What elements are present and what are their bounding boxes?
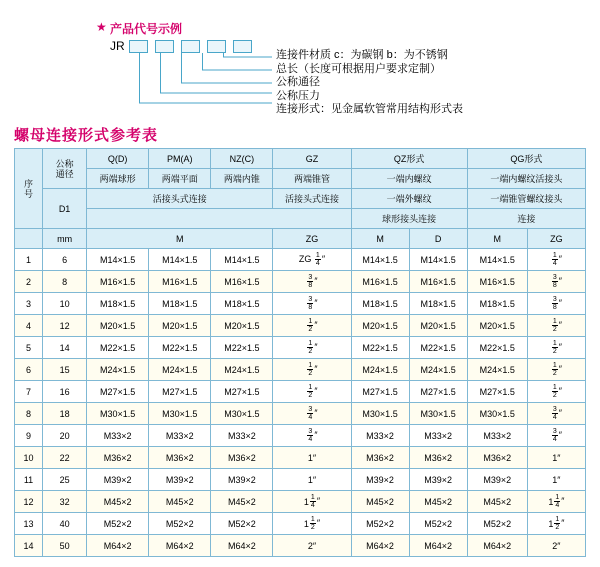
table-row [15, 315, 586, 337]
row-gz-zg: $\frac{3}{8}$ ″ [273, 293, 351, 315]
header-qz-ball: 球形接头连接 [351, 209, 467, 229]
row-nzc-m: M24×1.5 [211, 359, 273, 381]
table-header-row-3 [15, 189, 586, 209]
row-sn: 4 [15, 315, 43, 337]
legend-title: 产品代号示例 [110, 22, 183, 36]
row-gz-zg: 2″ [273, 535, 351, 557]
row-gz-zg: 1″ [273, 469, 351, 491]
row-qg-zg: $\frac{3}{4}$ ″ [527, 425, 585, 447]
table-row [15, 491, 586, 513]
row-qg-zg: 1 $\frac{1}{2}$ ″ [527, 513, 585, 535]
row-pma-m: M18×1.5 [149, 293, 211, 315]
row-gz-zg: $\frac{1}{2}$ ″ [273, 337, 351, 359]
row-qz-m: M36×2 [351, 447, 409, 469]
row-qd-m: M22×1.5 [87, 337, 149, 359]
row-nzc-m: M22×1.5 [211, 337, 273, 359]
table-row [15, 293, 586, 315]
row-sn: 8 [15, 403, 43, 425]
header-qd-desc: 两端球形 [87, 169, 149, 189]
header-group-qd: Q(D) [87, 149, 149, 169]
row-nzc-m: M33×2 [211, 425, 273, 447]
header-qg-link: 连接 [467, 209, 585, 229]
row-qz-d: M18×1.5 [409, 293, 467, 315]
header-pma-desc: 两端平面 [149, 169, 211, 189]
row-sn: 3 [15, 293, 43, 315]
row-dn: 16 [43, 381, 87, 403]
header-qz-desc: 一端内螺纹 [351, 169, 467, 189]
row-dn: 40 [43, 513, 87, 535]
header-unit-m2: M [351, 229, 409, 249]
row-qg-m: M33×2 [467, 425, 527, 447]
legend-annotation-length: 总长（长度可根据用户要求定制） [276, 62, 441, 75]
row-qg-m: M30×1.5 [467, 403, 527, 425]
row-qz-m: M24×1.5 [351, 359, 409, 381]
row-gz-zg: 1 $\frac{1}{4}$ ″ [273, 491, 351, 513]
row-qd-m: M64×2 [87, 535, 149, 557]
row-qd-m: M36×2 [87, 447, 149, 469]
table-row [15, 271, 586, 293]
row-qd-m: M24×1.5 [87, 359, 149, 381]
row-pma-m: M33×2 [149, 425, 211, 447]
row-qz-d: M45×2 [409, 491, 467, 513]
row-qg-m: M27×1.5 [467, 381, 527, 403]
header-group-nzc: NZ(C) [211, 149, 273, 169]
table-header-row-4 [15, 209, 586, 229]
row-dn: 6 [43, 249, 87, 271]
row-qz-d: M64×2 [409, 535, 467, 557]
table-body [15, 249, 586, 557]
row-qg-m: M36×2 [467, 447, 527, 469]
row-qz-m: M27×1.5 [351, 381, 409, 403]
row-qg-zg: $\frac{1}{2}$ ″ [527, 337, 585, 359]
row-dn: 12 [43, 315, 87, 337]
row-nzc-m: M18×1.5 [211, 293, 273, 315]
row-qd-m: M30×1.5 [87, 403, 149, 425]
row-gz-zg: $\frac{3}{4}$ ″ [273, 403, 351, 425]
header-d1: D1 [43, 189, 87, 229]
row-gz-zg: 1″ [273, 447, 351, 469]
row-sn: 11 [15, 469, 43, 491]
row-qz-d: M30×1.5 [409, 403, 467, 425]
row-qz-d: M33×2 [409, 425, 467, 447]
row-sn: 10 [15, 447, 43, 469]
header-unit-mm: mm [43, 229, 87, 249]
row-pma-m: M39×2 [149, 469, 211, 491]
row-qz-d: M20×1.5 [409, 315, 467, 337]
row-qz-m: M20×1.5 [351, 315, 409, 337]
row-qd-m: M14×1.5 [87, 249, 149, 271]
header-unit-m3: M [467, 229, 527, 249]
row-qd-m: M39×2 [87, 469, 149, 491]
row-sn: 1 [15, 249, 43, 271]
row-gz-zg: $\frac{3}{8}$ ″ [273, 271, 351, 293]
row-sn: 9 [15, 425, 43, 447]
row-pma-m: M16×1.5 [149, 271, 211, 293]
row-dn: 8 [43, 271, 87, 293]
header-qg-connection: 一端锥管螺纹接头 [467, 189, 585, 209]
table-header-units [15, 229, 586, 249]
legend-annotation-pressure: 公称压力 [276, 89, 320, 102]
table-row [15, 249, 586, 271]
header-unit-m: M [87, 229, 273, 249]
row-qg-zg: 1″ [527, 447, 585, 469]
row-qz-d: M39×2 [409, 469, 467, 491]
header-group-qg: QG形式 [467, 149, 585, 169]
row-qd-m: M33×2 [87, 425, 149, 447]
table-row [15, 469, 586, 491]
page-title: 螺母连接形式参考表 [14, 127, 159, 144]
row-qg-zg: $\frac{1}{2}$ ″ [527, 315, 585, 337]
row-qg-m: M18×1.5 [467, 293, 527, 315]
row-qz-m: M14×1.5 [351, 249, 409, 271]
row-qz-m: M52×2 [351, 513, 409, 535]
row-nzc-m: M64×2 [211, 535, 273, 557]
header-group-pma: PM(A) [149, 149, 211, 169]
header-unit-d: D [409, 229, 467, 249]
row-qg-m: M24×1.5 [467, 359, 527, 381]
row-qz-m: M18×1.5 [351, 293, 409, 315]
table-row [15, 403, 586, 425]
header-sn: 序 号 [15, 149, 43, 229]
row-pma-m: M27×1.5 [149, 381, 211, 403]
row-nzc-m: M45×2 [211, 491, 273, 513]
row-qg-m: M16×1.5 [467, 271, 527, 293]
row-qz-d: M27×1.5 [409, 381, 467, 403]
row-sn: 2 [15, 271, 43, 293]
row-sn: 13 [15, 513, 43, 535]
row-qg-m: M39×2 [467, 469, 527, 491]
header-nzc-desc: 两端内锥 [211, 169, 273, 189]
row-sn: 7 [15, 381, 43, 403]
row-pma-m: M14×1.5 [149, 249, 211, 271]
row-qz-d: M24×1.5 [409, 359, 467, 381]
row-dn: 32 [43, 491, 87, 513]
row-qg-zg: $\frac{1}{2}$ ″ [527, 359, 585, 381]
star-icon: ★ [96, 20, 107, 34]
row-qz-m: M22×1.5 [351, 337, 409, 359]
header-unit-zg2: ZG [527, 229, 585, 249]
row-dn: 14 [43, 337, 87, 359]
nut-connection-table-wrap [14, 148, 586, 557]
row-gz-zg: $\frac{1}{2}$ ″ [273, 381, 351, 403]
table-row [15, 359, 586, 381]
table-row [15, 337, 586, 359]
row-qg-zg: $\frac{3}{8}$ ″ [527, 271, 585, 293]
legend-annotation-connection: 连接形式：见金属软管常用结构形式表 [276, 103, 463, 115]
row-gz-zg: $\frac{1}{2}$ ″ [273, 315, 351, 337]
product-code-legend [0, 0, 600, 118]
code-prefix: JR [110, 39, 125, 53]
row-qg-zg: $\frac{1}{4}$ ″ [527, 249, 585, 271]
row-qg-zg: 1″ [527, 469, 585, 491]
row-qz-m: M30×1.5 [351, 403, 409, 425]
row-sn: 12 [15, 491, 43, 513]
row-pma-m: M64×2 [149, 535, 211, 557]
row-dn: 20 [43, 425, 87, 447]
row-nzc-m: M52×2 [211, 513, 273, 535]
legend-annotation-material: 连接件材质 c：为碳钢 b：为不锈钢 [276, 49, 448, 61]
header-dn: 公称 通径 [43, 149, 87, 189]
row-qg-m: M22×1.5 [467, 337, 527, 359]
header-unit-blank [15, 229, 43, 249]
row-qz-m: M39×2 [351, 469, 409, 491]
header-group-qz: QZ形式 [351, 149, 467, 169]
row-qg-zg: $\frac{3}{8}$ ″ [527, 293, 585, 315]
row-qd-m: M27×1.5 [87, 381, 149, 403]
header-blank [87, 209, 351, 229]
row-nzc-m: M14×1.5 [211, 249, 273, 271]
row-nzc-m: M27×1.5 [211, 381, 273, 403]
row-dn: 50 [43, 535, 87, 557]
row-qg-m: M20×1.5 [467, 315, 527, 337]
header-gz-connection: 活接头式连接 [273, 189, 351, 209]
row-qz-m: M45×2 [351, 491, 409, 513]
header-qg-desc: 一端内螺纹活接头 [467, 169, 585, 189]
row-qg-m: M64×2 [467, 535, 527, 557]
row-qz-m: M64×2 [351, 535, 409, 557]
row-qz-m: M16×1.5 [351, 271, 409, 293]
row-qg-zg: 2″ [527, 535, 585, 557]
row-gz-zg: 1 $\frac{1}{2}$ ″ [273, 513, 351, 535]
table-row [15, 447, 586, 469]
row-nzc-m: M16×1.5 [211, 271, 273, 293]
row-dn: 22 [43, 447, 87, 469]
row-pma-m: M30×1.5 [149, 403, 211, 425]
legend-annotation-dn: 公称通径 [276, 76, 320, 88]
row-nzc-m: M30×1.5 [211, 403, 273, 425]
row-qz-d: M22×1.5 [409, 337, 467, 359]
row-pma-m: M52×2 [149, 513, 211, 535]
row-qd-m: M16×1.5 [87, 271, 149, 293]
header-group-gz: GZ [273, 149, 351, 169]
header-qz-connection: 一端外螺纹 [351, 189, 467, 209]
row-gz-zg: $\frac{1}{2}$ ″ [273, 359, 351, 381]
row-qz-d: M16×1.5 [409, 271, 467, 293]
table-row [15, 425, 586, 447]
row-qg-zg: $\frac{1}{2}$ ″ [527, 381, 585, 403]
header-unit-zg: ZG [273, 229, 351, 249]
row-pma-m: M20×1.5 [149, 315, 211, 337]
row-qz-d: M52×2 [409, 513, 467, 535]
row-sn: 6 [15, 359, 43, 381]
row-qg-zg: $\frac{3}{4}$ ″ [527, 403, 585, 425]
legend-annotations [276, 49, 463, 117]
row-qz-m: M33×2 [351, 425, 409, 447]
row-dn: 18 [43, 403, 87, 425]
header-left-connection: 活接头式连接 [87, 189, 273, 209]
row-qd-m: M52×2 [87, 513, 149, 535]
nut-connection-table [14, 148, 586, 557]
row-qg-m: M14×1.5 [467, 249, 527, 271]
table-header-row [15, 149, 586, 169]
row-sn: 14 [15, 535, 43, 557]
row-dn: 10 [43, 293, 87, 315]
row-pma-m: M24×1.5 [149, 359, 211, 381]
table-row [15, 513, 586, 535]
row-dn: 15 [43, 359, 87, 381]
row-pma-m: M45×2 [149, 491, 211, 513]
row-dn: 25 [43, 469, 87, 491]
row-sn: 5 [15, 337, 43, 359]
row-nzc-m: M20×1.5 [211, 315, 273, 337]
row-nzc-m: M36×2 [211, 447, 273, 469]
row-qd-m: M18×1.5 [87, 293, 149, 315]
row-qg-m: M45×2 [467, 491, 527, 513]
row-qg-m: M52×2 [467, 513, 527, 535]
row-qd-m: M20×1.5 [87, 315, 149, 337]
row-pma-m: M22×1.5 [149, 337, 211, 359]
row-pma-m: M36×2 [149, 447, 211, 469]
row-nzc-m: M39×2 [211, 469, 273, 491]
header-gz-desc: 两端锥管 [273, 169, 351, 189]
row-gz-zg: ZG $\frac{1}{4}$ ″ [273, 249, 351, 271]
row-qg-zg: 1 $\frac{1}{4}$ ″ [527, 491, 585, 513]
row-qz-d: M36×2 [409, 447, 467, 469]
table-row [15, 535, 586, 557]
row-qz-d: M14×1.5 [409, 249, 467, 271]
table-header-row-2 [15, 169, 586, 189]
row-gz-zg: $\frac{3}{4}$ ″ [273, 425, 351, 447]
row-qd-m: M45×2 [87, 491, 149, 513]
table-row [15, 381, 586, 403]
